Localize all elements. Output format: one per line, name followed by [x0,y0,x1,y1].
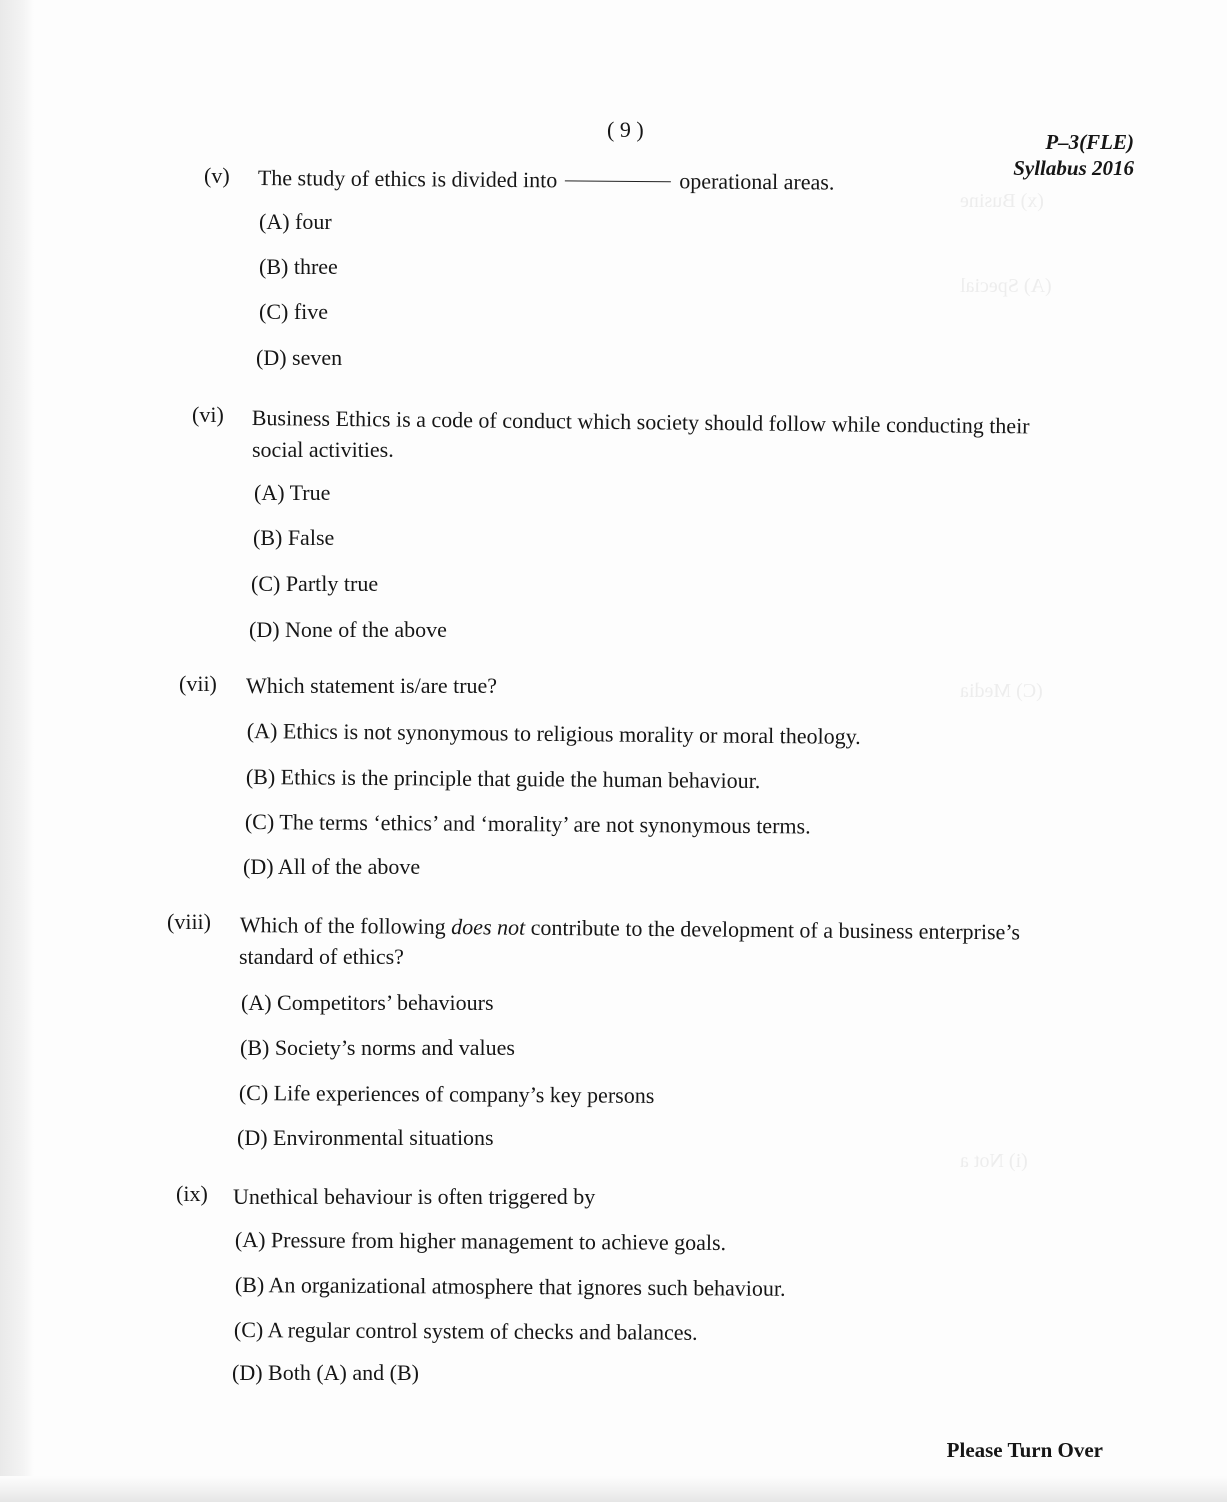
question-text-before: The study of ethics is divided into [257,164,558,193]
scan-edge-left [0,0,34,1502]
option: (A) True [254,480,331,505]
option: (C) A regular control system of checks and balances. [233,1317,698,1345]
paper-code: P–3(FLE) [1045,130,1134,154]
question-text-after: contribute to the development of a business enterprise’s [525,914,1021,945]
option: (B) three [259,254,338,279]
question-text-line2: standard of ethics? [239,944,404,969]
option: (A) four [259,209,332,234]
question-text: Unethical behaviour is often triggered by [233,1184,596,1209]
option: (C) five [259,299,329,324]
question-text: Business Ethics is a code of conduct which society should follow while conducting their [251,404,1030,439]
question-text [258,162,835,199]
scan-edge-bottom [0,1476,1227,1502]
question-text-line2: social activities. [252,437,394,462]
show-through: (A) Special [960,275,1052,297]
option: (C) Life experiences of company’s key persons [238,1080,655,1108]
option: (C) Partly true [251,571,379,596]
option: (D) seven [256,345,343,370]
option: (A) Competitors’ behaviours [241,990,494,1015]
question-text: Which statement is/are true? [246,673,498,698]
question-text-after: operational areas. [679,168,835,195]
question-emphasis: does not [451,914,526,940]
question-number: (viii) [167,909,211,934]
show-through: (i) Not a [960,1150,1028,1172]
question-number: (vi) [192,402,224,427]
option: (C) The terms ‘ethics’ and ‘morality’ are not synonymous terms. [244,809,811,839]
option: (B) Society’s norms and values [240,1035,515,1060]
question-text-before: Which of the following [239,911,452,940]
option: (B) An organizational atmosphere that ignores such behaviour. [234,1272,786,1301]
show-through: (C) Media [960,680,1043,702]
please-turn-over: Please Turn Over [946,1438,1103,1462]
show-through: (x) Busine [960,190,1044,212]
option: (D) All of the above [243,854,421,879]
question-number: (v) [204,163,230,188]
question-number: (vii) [179,671,217,696]
question-number: (ix) [176,1181,208,1206]
option: (B) False [253,525,335,550]
syllabus-label: Syllabus 2016 [1013,156,1134,180]
option: (D) None of the above [249,617,447,642]
option: (B) Ethics is the principle that guide the human behaviour. [245,764,761,794]
option: (D) Environmental situations [237,1125,494,1150]
option: (D) Both (A) and (B) [232,1360,419,1385]
answer-blank [565,180,671,182]
page-number: ( 9 ) [607,117,644,142]
option: (A) Ethics is not synonymous to religious morality or moral theology. [246,718,861,749]
option: (A) Pressure from higher management to achieve goals. [234,1227,727,1255]
